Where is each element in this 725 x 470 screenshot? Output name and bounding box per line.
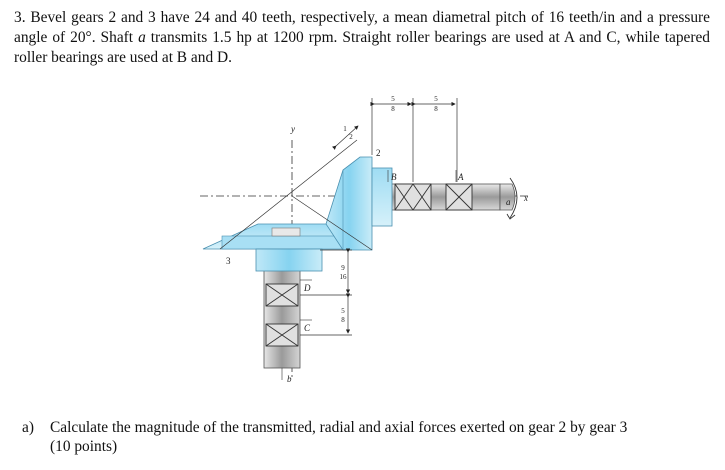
question-a-line1: Calculate the magnitude of the transmitted, radial and axial forces exerted on gear 2 by gear 3	[50, 419, 628, 436]
bearing-C-label: C	[304, 323, 311, 333]
bearing-A-label: A	[458, 172, 464, 182]
shaft-a-figure-label: a	[506, 197, 511, 207]
dim-diag-den: 2	[349, 133, 353, 141]
gear-2-label: 2	[376, 148, 381, 158]
dim-vert-bot-num: 5	[341, 307, 345, 315]
problem-text-b: transmits 1.5 hp at 1200 rpm. Straight roller bearings are used at A and C, while tapered roller bearings are used at B and D.	[14, 29, 710, 66]
gear-3-label: 3	[226, 256, 231, 266]
shaft-a-label: a	[138, 29, 146, 46]
bearing-A	[446, 184, 472, 210]
shaft-b-figure-label: b	[287, 374, 292, 384]
bearing-B-label: B	[391, 172, 397, 182]
dim-vert-bot-den: 8	[341, 316, 345, 324]
dim-vert-top-num: 9	[341, 264, 345, 272]
dim-top-left-num: 5	[391, 95, 395, 103]
problem-number: 3.	[14, 9, 26, 26]
bearing-D-label: D	[304, 283, 311, 293]
bearing-C	[266, 324, 298, 346]
dim-top-right-den: 8	[434, 105, 438, 113]
bearing-B	[395, 184, 431, 210]
question-a	[22, 418, 712, 456]
shaft-b	[264, 268, 300, 368]
dim-diag-num: 1	[343, 125, 347, 133]
question-a-line2: (10 points)	[50, 438, 118, 455]
question-a-label: a)	[22, 419, 34, 436]
dim-top-left-den: 8	[391, 105, 395, 113]
gear-2	[326, 157, 392, 250]
axis-x-label: x	[524, 193, 528, 203]
axis-y-label: y	[291, 124, 295, 134]
dimension-diagonal	[336, 126, 358, 146]
dim-top-right-num: 5	[434, 95, 438, 103]
dim-vert-top-den: 16	[339, 273, 347, 281]
bearing-D	[266, 284, 298, 306]
problem-text-a: Bevel gears 2 and 3 have 24 and 40 teeth, respectively, a mean diametral pitch of 16 teeth/in and a pressure angle of 20°. Shaft	[14, 9, 710, 46]
